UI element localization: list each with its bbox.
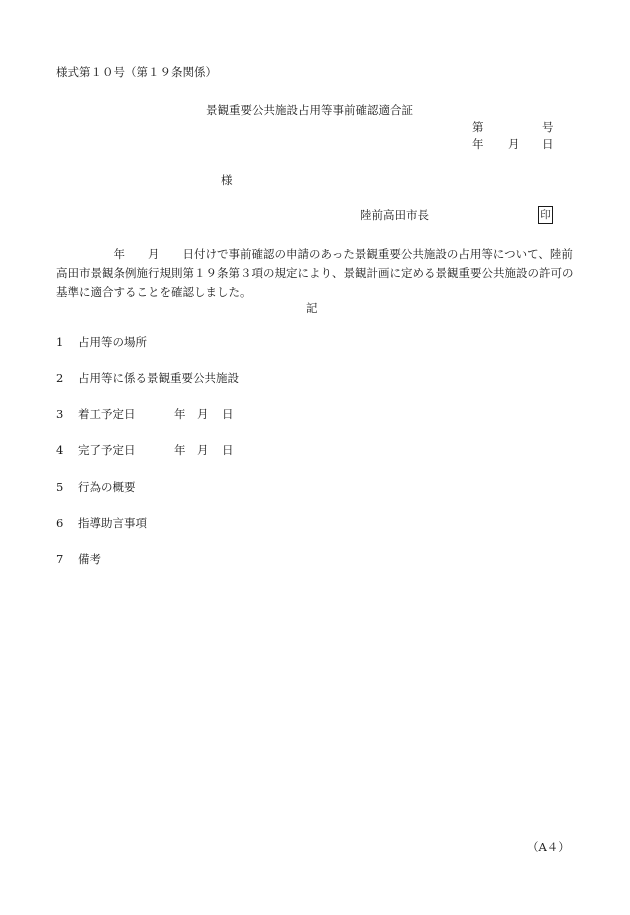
list-item-location <box>56 335 147 350</box>
issue-date-year: 年 <box>472 137 484 151</box>
item-label: 占用等に係る景観重要公共施設 <box>78 371 239 385</box>
item-number: 1 <box>56 335 64 349</box>
item-number: 5 <box>56 480 64 494</box>
list-item-guidance <box>56 516 147 531</box>
date-month: 月 <box>197 407 209 421</box>
number-suffix: 号 <box>542 120 554 134</box>
item-label: 備考 <box>78 552 101 566</box>
seal-mark: 印 <box>538 206 553 224</box>
ki-heading: 記 <box>306 301 318 315</box>
item-number: 4 <box>56 443 64 457</box>
item-number: 2 <box>56 371 64 385</box>
confirmation-body-text: 年 月 日付けで事前確認の申請のあった景観重要公共施設の占用等について、陸前高田市景観条例施行規則第１９条第３項の規定により、景観計画に定める景観重要公共施設の許可の基準に適合することを確認しました。 <box>56 247 574 299</box>
item-label: 占用等の場所 <box>78 335 147 349</box>
date-year: 年 <box>174 443 186 457</box>
item-label: 指導助言事項 <box>78 516 147 530</box>
list-item-overview <box>56 480 136 495</box>
list-item-remarks <box>56 552 101 567</box>
paper-size-label: （A４） <box>527 840 570 854</box>
item-number: 7 <box>56 552 64 566</box>
item-label: 行為の概要 <box>78 480 136 494</box>
issuer-name: 陸前高田市長 <box>360 208 429 222</box>
item-label: 着工予定日 <box>78 407 136 421</box>
item-number: 6 <box>56 516 64 530</box>
date-day: 日 <box>222 407 234 421</box>
number-prefix: 第 <box>472 120 484 134</box>
issue-date-day: 日 <box>542 137 554 151</box>
date-month: 月 <box>197 443 209 457</box>
date-year: 年 <box>174 407 186 421</box>
list-item-completion-date <box>56 443 234 458</box>
list-item-facility <box>56 371 239 386</box>
document-title: 景観重要公共施設占用等事前確認適合証 <box>206 103 413 117</box>
form-number: 様式第１０号（第１９条関係） <box>56 65 217 79</box>
list-item-start-date <box>56 407 234 422</box>
recipient-honorific: 様 <box>221 173 233 187</box>
item-number: 3 <box>56 407 64 421</box>
item-label: 完了予定日 <box>78 443 136 457</box>
issue-date-month: 月 <box>508 137 520 151</box>
date-day: 日 <box>222 443 234 457</box>
